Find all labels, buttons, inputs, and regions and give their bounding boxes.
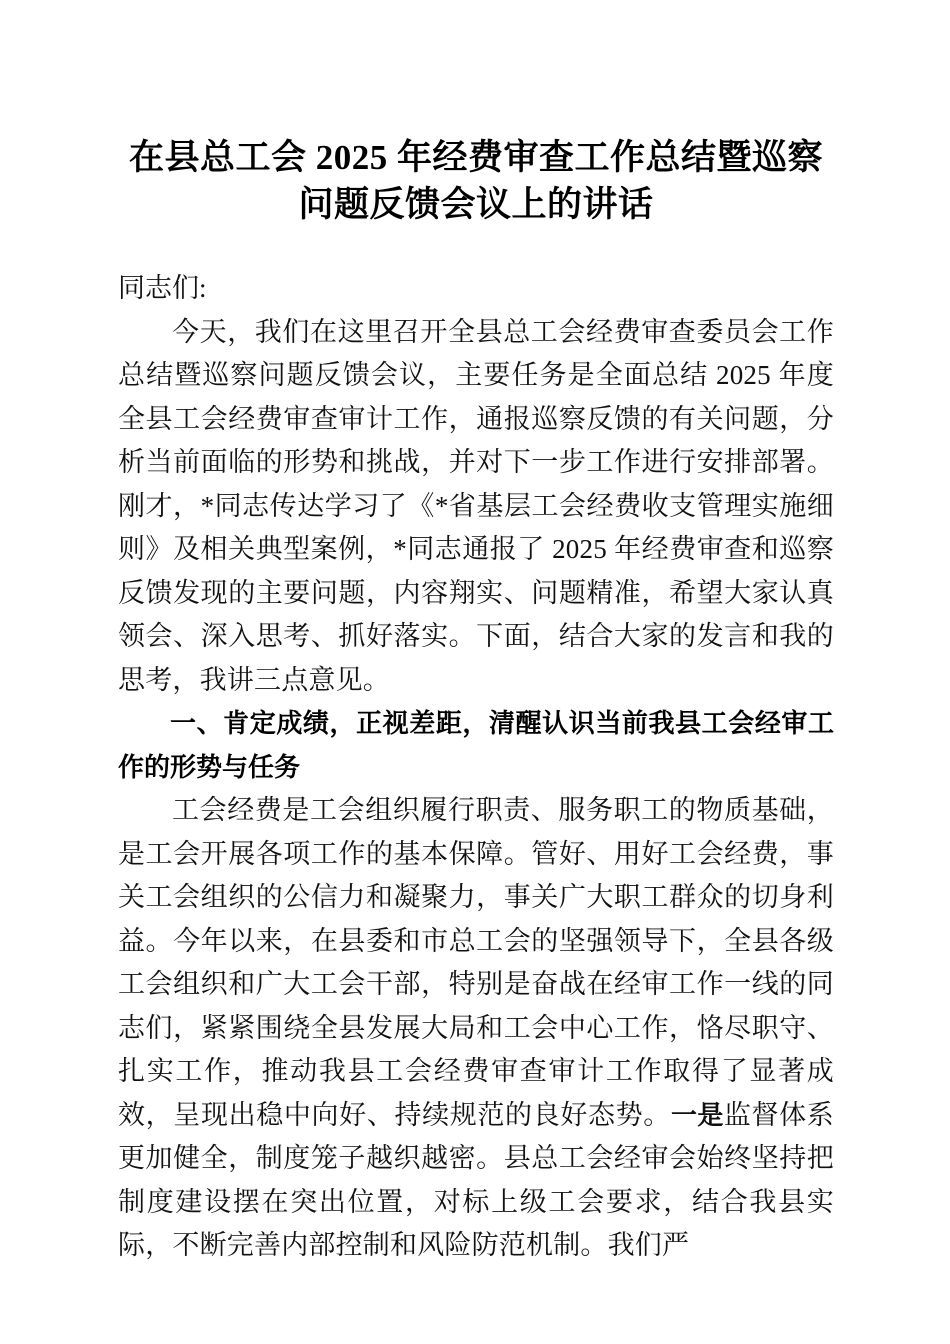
section-heading-one: 一、肯定成绩，正视差距，清醒认识当前我县工会经审工作的形势与任务 [118, 708, 834, 782]
page-title: 在县总工会 2025 年经费审查工作总结暨巡察问题反馈会议上的讲话 [128, 138, 823, 224]
title-spacer [118, 228, 834, 267]
paragraph-opening: 今天，我们在这里召开全县总工会经费审查委员会工作总结暨巡察问题反馈会议，主要任务是全面总结 2025 年度全县工会经费审查审计工作，通报巡察反馈的有关问题，分析当前面临的形势和挑战，并对下一步工作进行安排部署。刚才，*同志传达学习了《*省基层工会经费收支管理实施细则》及相关典型案例，*同志通报了 2025 年经费审查和巡察反馈发现的主要问题，内容翔实、问题精准，希望大家认真领会、深入思考、抓好落实。下面，结合大家的发言和我的思考，我讲三点意见。 [118, 316, 834, 695]
paragraph-section-one-body [118, 789, 834, 1268]
section-one-text-part1: 工会经费是工会组织履行职责、服务职工的物质基础，是工会开展各项工作的基本保障。管好、用好工会经费，事关工会组织的公信力和凝聚力，事关广大职工群众的切身利益。今年以来，在县委和市总工会的坚强领导下，全县各级工会组织和广大工会干部，特别是奋战在经审工作一线的同志们，紧紧围绕全县发展大局和工会中心工作，恪尽职守、扎实工作，推动我县工会经费审查审计工作取得了显著成效，呈现出稳中向好、持续规范的良好态势。 [118, 795, 834, 1130]
section-one-lead-bold: 一是 [670, 1099, 724, 1130]
section-one-text-part2: 监督体系更加健全，制度笼子越织越密。县总工会经审会始终坚持把制度建设摆在突出位置，对标上级工会要求，结合我县实际，不断完善内部控制和风险防范机制。我们严 [118, 1099, 834, 1260]
document-content [118, 0, 834, 1268]
salutation: 同志们: [118, 273, 207, 303]
